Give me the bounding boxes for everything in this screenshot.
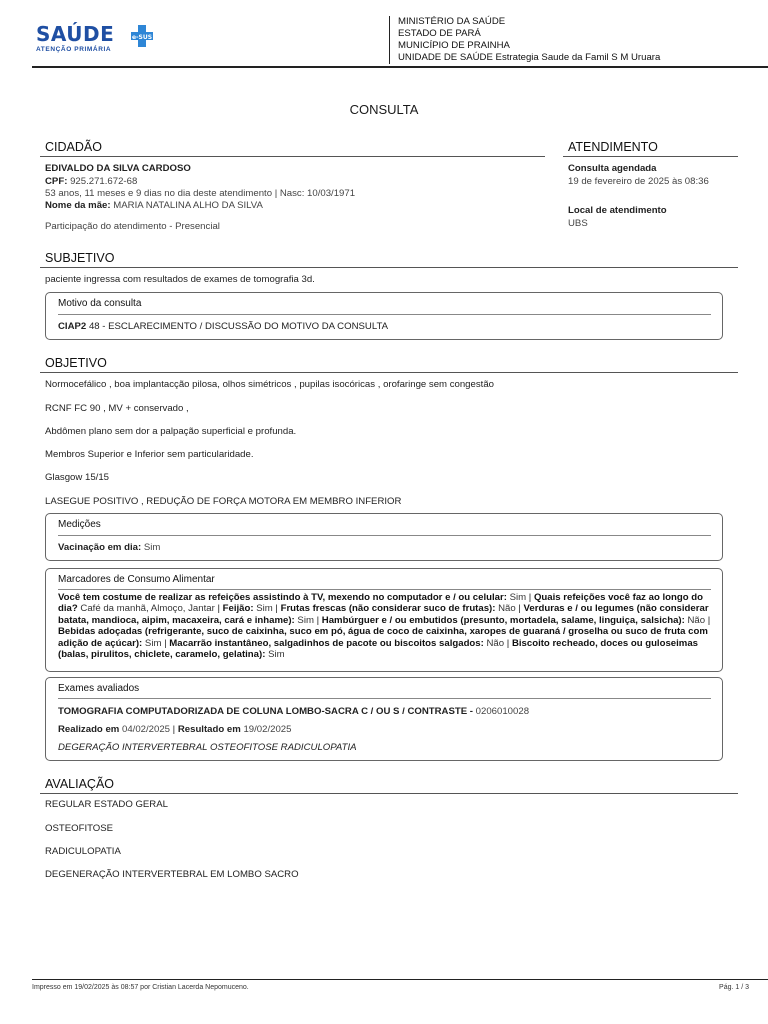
- marcador-answer: Sim: [144, 637, 162, 649]
- objetivo-rule: [40, 372, 738, 373]
- marcador-question: Biscoito recheado, doces ou guloseimas (balas, pirulitos, chiclete, caramelo, gelatina):: [58, 637, 698, 661]
- header-separator: [389, 16, 390, 64]
- header-line-municipality: MUNICÍPIO DE PRAINHA: [398, 40, 510, 51]
- logo-subtitle: ATENÇÃO PRIMÁRIA: [36, 46, 112, 53]
- cidadao-heading: CIDADÃO: [45, 140, 102, 154]
- patient-age: 53 anos, 11 meses e 9 dias no dia deste atendimento | Nasc: 10/03/1971: [45, 188, 356, 199]
- exame-code: 0206010028: [475, 706, 530, 717]
- logo-badge-text: e-SUS: [131, 34, 153, 41]
- marcador-answer: Café da manhã, Almoço, Jantar: [80, 603, 215, 615]
- avaliacao-item: OSTEOFITOSE: [45, 823, 114, 834]
- objetivo-line: LASEGUE POSITIVO , REDUÇÃO DE FORÇA MOTORA EM MEMBRO INFERIOR: [45, 496, 402, 507]
- marcador-answer: Não: [687, 614, 706, 626]
- esus-logo: [36, 24, 158, 58]
- avaliacao-rule: [40, 793, 738, 794]
- footer-page: Pág. 1 / 3: [719, 984, 749, 991]
- avaliacao-heading: AVALIAÇÃO: [45, 777, 115, 791]
- subjetivo-heading: SUBJETIVO: [45, 251, 115, 265]
- marcadores-title: Marcadores de Consumo Alimentar: [58, 574, 215, 585]
- marcador-question: Verduras e / ou legumes (não considerar batata, mandioca, aipim, macaxeira, cará e inhame):: [58, 603, 709, 626]
- local-label: Local de atendimento: [568, 205, 667, 216]
- marcador-answer: Sim: [268, 649, 285, 661]
- avaliacao-item: DEGENERAÇÃO INTERVERTEBRAL EM LOMBO SACRO: [45, 869, 299, 880]
- avaliacao-item: REGULAR ESTADO GERAL: [45, 799, 168, 810]
- avaliacao-item: RADICULOPATIA: [45, 846, 121, 857]
- medicoes-box: [45, 513, 723, 561]
- cidadao-rule: [40, 156, 545, 157]
- atendimento-rule: [563, 156, 738, 157]
- exame-dates: Realizado em 04/02/2025 | Resultado em 19/02/2025: [58, 724, 292, 735]
- medicoes-title: Medições: [58, 519, 101, 530]
- consulta-label: Consulta agendada: [568, 163, 657, 174]
- header-rule: [32, 66, 768, 68]
- motivo-rule: [58, 314, 711, 315]
- vacinacao-value: Sim: [143, 542, 161, 553]
- objetivo-heading: OBJETIVO: [45, 356, 107, 370]
- ciap-value: 48 - ESCLARECIMENTO / DISCUSSÃO DO MOTIVO DA CONSULTA: [88, 321, 388, 332]
- header-institution: [398, 16, 660, 64]
- exames-rule: [58, 698, 711, 699]
- logo-text: SAÚDE: [36, 22, 115, 46]
- header-line-ministry: MINISTÉRIO DA SAÚDE: [398, 16, 506, 27]
- ciap-line: [58, 321, 388, 333]
- objetivo-line: Abdômen plano sem dor a palpação superficial e profunda.: [45, 426, 297, 437]
- footer-rule: [32, 979, 768, 980]
- exames-title: Exames avaliados: [58, 683, 140, 694]
- objetivo-line: RCNF FC 90 , MV + conservado ,: [45, 403, 189, 414]
- objetivo-line: Glasgow 15/15: [45, 472, 109, 483]
- marcador-question: Feijão:: [222, 603, 254, 615]
- medicoes-rule: [58, 535, 711, 536]
- page-title: CONSULTA: [349, 102, 419, 117]
- marcador-answer: Sim: [256, 603, 273, 615]
- marcador-answer: Não: [486, 637, 505, 649]
- cpf-value: 925.271.672-68: [70, 176, 138, 187]
- local-value: UBS: [568, 218, 588, 229]
- ciap-label: CIAP2: [58, 321, 87, 332]
- marcadores-text: Você tem costume de realizar as refeições assistindo à TV, mexendo no computador e / ou celular: Sim | Quais refeições você faz ao longo do dia? Café da manhã, Almoço, Jantar | Feijão: Sim | Frutas frescas (não considerar suco de frutas): Não | Verduras e / ou legumes (não considerar batata, mandioca, aipim, macaxeira, cará e inhame): Sim | Hambúrguer e / ou embutidos (presunto, mortadela, salame, linguiça, salsicha): Não | Bebidas adoçadas (refrigerante, suco de caixinha, suco em pó, água de coco de caixinha, xaropes de guaraná / groselha ou suco de fruta com adição de açúcar): Sim | Macarrão instantâneo, salgadinhos de pacote ou biscoitos salgados: Não | Biscoito recheado, doces ou guloseimas (balas, pirulitos, chiclete, caramelo, gelatina): Sim: [58, 592, 711, 661]
- patient-name: EDIVALDO DA SILVA CARDOSO: [45, 163, 191, 174]
- marcadores-rule: [58, 589, 711, 590]
- realizado-label: Realizado em: [58, 724, 120, 735]
- motivo-box: [45, 292, 723, 340]
- header-line-state: ESTADO DE PARÁ: [398, 28, 481, 39]
- cpf-label: CPF:: [45, 176, 68, 187]
- vacinacao-line: [58, 542, 160, 554]
- motivo-title: Motivo da consulta: [58, 298, 142, 309]
- resultado-label: Resultado em: [177, 724, 241, 735]
- marcador-question: Você tem costume de realizar as refeições assistindo à TV, mexendo no computador e / ou celular:: [58, 592, 507, 603]
- marcador-question: Quais refeições você faz ao longo do dia?: [58, 592, 703, 615]
- esus-cross-icon: [130, 24, 154, 48]
- exames-box: [45, 677, 723, 761]
- participation: Participação do atendimento - Presencial: [45, 221, 220, 232]
- realizado-value: 04/02/2025: [122, 724, 171, 735]
- exame-line: [58, 706, 708, 718]
- marcador-answer: Sim: [509, 592, 527, 603]
- marcador-answer: Sim: [297, 614, 314, 626]
- subjetivo-text: paciente ingressa com resultados de exames de tomografia 3d.: [45, 274, 315, 285]
- consulta-value: 19 de fevereiro de 2025 às 08:36: [568, 176, 709, 187]
- mother-label: Nome da mãe:: [45, 200, 111, 211]
- subjetivo-rule: [40, 267, 738, 268]
- exame-name: TOMOGRAFIA COMPUTADORIZADA DE COLUNA LOMBO-SACRA C / OU S / CONTRASTE -: [58, 706, 473, 717]
- marcador-question: Bebidas adoçadas (refrigerante, suco de caixinha, suco em pó, água de coco de caixinha, xaropes de guaraná / groselha ou suco de fruta com adição de açúcar):: [58, 626, 708, 649]
- marcador-question: Macarrão instantâneo, salgadinhos de pacote ou biscoitos salgados:: [169, 637, 484, 649]
- patient-mother: [45, 200, 263, 212]
- marcador-question: Frutas frescas (não considerar suco de frutas):: [280, 603, 496, 615]
- marcador-question: Hambúrguer e / ou embutidos (presunto, mortadela, salame, linguiça, salsicha):: [321, 614, 685, 626]
- marcador-answer: Não: [498, 603, 516, 615]
- resultado-value: 19/02/2025: [243, 724, 292, 735]
- vacinacao-label: Vacinação em dia:: [58, 542, 142, 553]
- objetivo-line: Normocefálico , boa implantacção pilosa, olhos simétricos , pupilas isocóricas , orofaringe sem congestão: [45, 379, 494, 390]
- footer-printed: Impresso em 19/02/2025 às 08:57 por Cristian Lacerda Nepomuceno.: [32, 984, 249, 991]
- exame-result: DEGERAÇÃO INTERVERTEBRAL OSTEOFITOSE RADICULOPATIA: [58, 742, 357, 753]
- patient-cpf: [45, 176, 137, 188]
- objetivo-line: Membros Superior e Inferior sem particularidade.: [45, 449, 254, 460]
- atendimento-heading: ATENDIMENTO: [568, 140, 658, 154]
- header-line-unit: UNIDADE DE SAÚDE Estrategia Saude da Famil S M Uruara: [398, 52, 661, 63]
- mother-value: MARIA NATALINA ALHO DA SILVA: [113, 200, 263, 211]
